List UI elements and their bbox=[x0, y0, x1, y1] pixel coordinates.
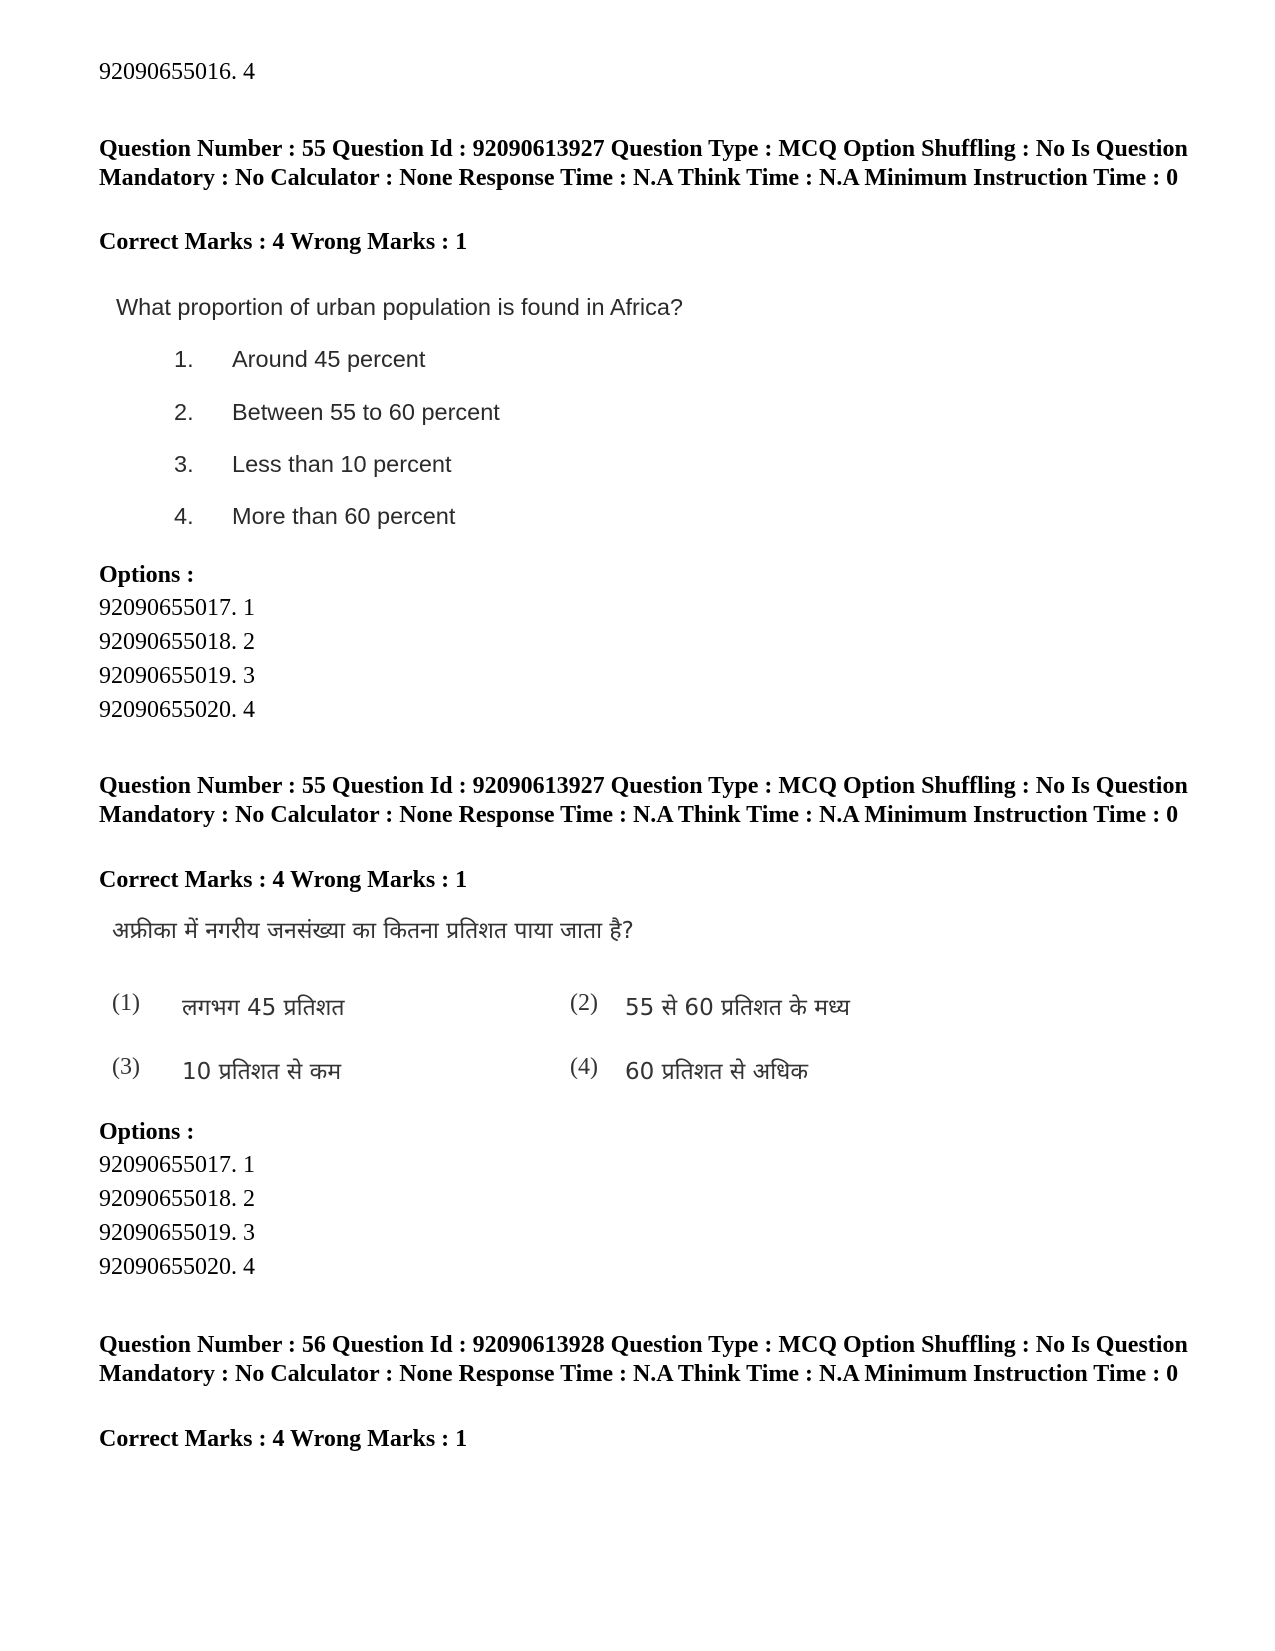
option-row: 92090655020. 4 bbox=[99, 1254, 255, 1280]
choice-item bbox=[174, 503, 455, 530]
options-list bbox=[99, 591, 255, 727]
question-marks: Correct Marks : 4 Wrong Marks : 1 bbox=[99, 229, 468, 255]
choice-text: Less than 10 percent bbox=[232, 451, 452, 477]
choice-number: 3. bbox=[174, 451, 194, 477]
choice-text: 55 से 60 प्रतिशत के मध्य bbox=[625, 995, 850, 1021]
choice-text: Around 45 percent bbox=[232, 346, 426, 372]
question-meta: Question Number : 55 Question Id : 92090613927 Question Type : MCQ Option Shuffling : No Is Question Mandatory : No Calculator : None Response Time : N.A Think Time : N.A Minimum Instruction Time : 0 bbox=[99, 136, 1188, 191]
choice-item bbox=[174, 399, 500, 426]
choice-number: (2) bbox=[570, 990, 598, 1016]
choice-text: Between 55 to 60 percent bbox=[232, 399, 500, 425]
choice-number: (1) bbox=[112, 990, 140, 1016]
question-marks: Correct Marks : 4 Wrong Marks : 1 bbox=[99, 867, 468, 893]
question-meta: Question Number : 56 Question Id : 92090613928 Question Type : MCQ Option Shuffling : No Is Question Mandatory : No Calculator : None Response Time : N.A Think Time : N.A Minimum Instruction Time : 0 bbox=[99, 1332, 1188, 1387]
question-text: अफ्रीका में नगरीय जनसंख्या का कितना प्रतिशत पाया जाता है? bbox=[112, 918, 634, 944]
choice-number: (4) bbox=[570, 1054, 598, 1080]
question-text: What proportion of urban population is found in Africa? bbox=[116, 294, 683, 320]
choice-item bbox=[174, 346, 425, 373]
options-label: Options : bbox=[99, 562, 195, 588]
choice-number: 4. bbox=[174, 503, 194, 529]
choice-item bbox=[570, 990, 850, 1022]
option-row: 92090655019. 3 bbox=[99, 1220, 255, 1246]
option-row: 92090655018. 2 bbox=[99, 629, 255, 655]
option-row: 92090655017. 1 bbox=[99, 595, 255, 621]
option-row: 92090655017. 1 bbox=[99, 1152, 255, 1178]
choice-item bbox=[112, 990, 344, 1022]
question-meta: Question Number : 55 Question Id : 92090613927 Question Type : MCQ Option Shuffling : No Is Question Mandatory : No Calculator : None Response Time : N.A Think Time : N.A Minimum Instruction Time : 0 bbox=[99, 773, 1188, 828]
option-row: 92090655019. 3 bbox=[99, 663, 255, 689]
previous-option-line: 92090655016. 4 bbox=[99, 59, 255, 85]
options-label: Options : bbox=[99, 1119, 195, 1145]
choice-number: 2. bbox=[174, 399, 194, 425]
choice-item bbox=[570, 1054, 808, 1086]
choice-text: More than 60 percent bbox=[232, 503, 456, 529]
question-marks: Correct Marks : 4 Wrong Marks : 1 bbox=[99, 1426, 468, 1452]
choice-text: लगभग 45 प्रतिशत bbox=[182, 995, 345, 1021]
choice-number: (3) bbox=[112, 1054, 140, 1080]
option-row: 92090655020. 4 bbox=[99, 697, 255, 723]
choice-item bbox=[112, 1054, 341, 1086]
choice-number: 1. bbox=[174, 346, 194, 372]
choice-item bbox=[174, 451, 452, 478]
choice-text: 60 प्रतिशत से अधिक bbox=[625, 1059, 808, 1085]
option-row: 92090655018. 2 bbox=[99, 1186, 255, 1212]
options-list bbox=[99, 1148, 255, 1284]
choice-text: 10 प्रतिशत से कम bbox=[182, 1059, 342, 1085]
